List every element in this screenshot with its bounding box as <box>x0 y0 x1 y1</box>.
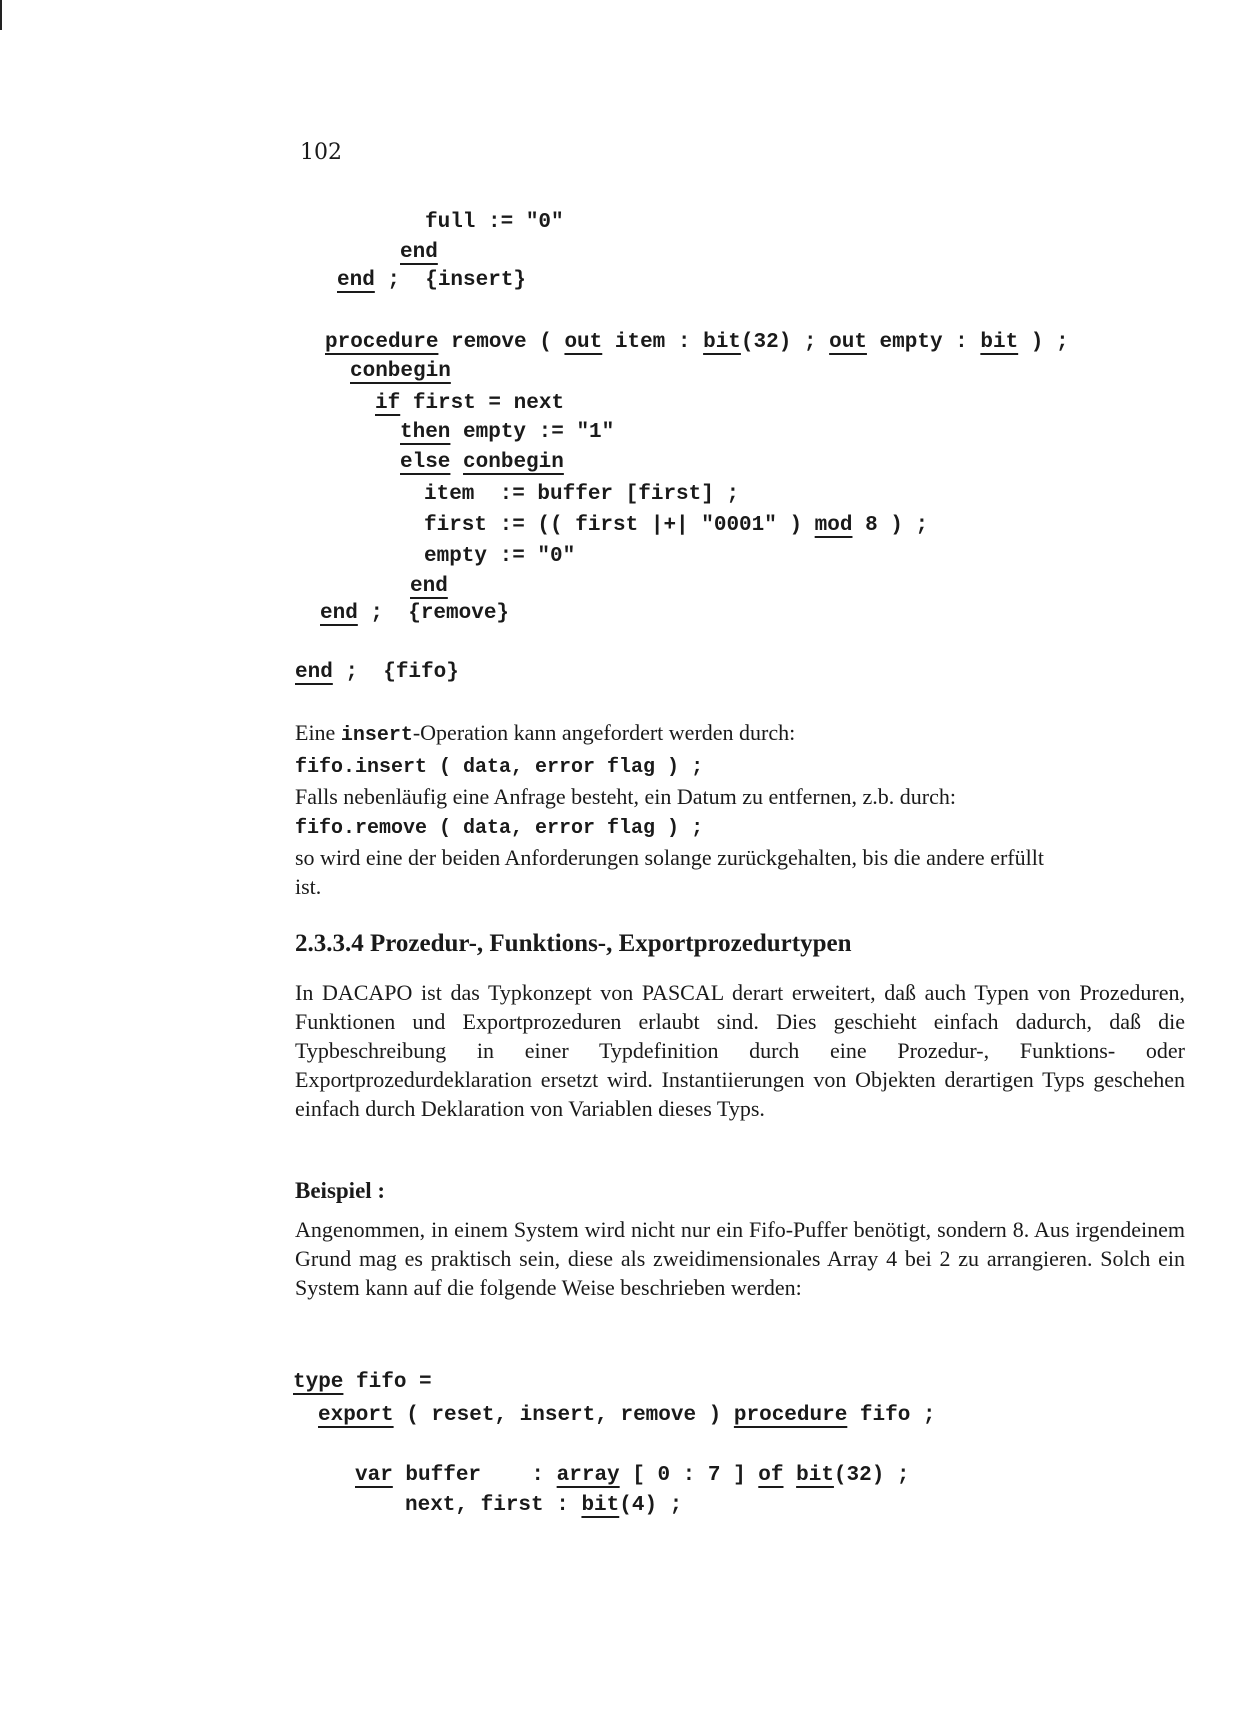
keyword: end <box>295 661 333 684</box>
keyword: var <box>355 1464 393 1487</box>
example-heading: Beispiel : <box>295 1178 386 1203</box>
inline-code: fifo.insert ( data, error flag ) ; <box>295 756 704 779</box>
code-line <box>295 662 459 683</box>
example-body <box>295 1215 1185 1302</box>
text: Falls nebenläufig eine Anfrage besteht, ein Datum zu entfernen, z.b. durch: <box>295 784 956 809</box>
code-line <box>400 422 614 443</box>
keyword: export <box>318 1404 394 1427</box>
keyword: bit <box>703 331 741 354</box>
paragraph-insert-operation <box>295 718 1185 901</box>
text: -Operation kann angefordert werden durch: <box>412 720 796 745</box>
keyword: array <box>556 1464 620 1487</box>
text: ist. <box>295 874 322 899</box>
text-line <box>295 718 1185 750</box>
code-line <box>318 1405 936 1426</box>
code-text: empty := "1" <box>450 421 615 444</box>
inline-code: fifo.remove ( data, error flag ) ; <box>295 817 704 840</box>
keyword: out <box>564 331 603 354</box>
code-line <box>325 332 1069 353</box>
code-line <box>400 242 438 263</box>
keyword: bit <box>796 1464 834 1487</box>
code-line <box>293 1372 432 1393</box>
code-line <box>400 452 564 473</box>
code-text: next, first : <box>405 1494 582 1517</box>
code-text: buffer : <box>392 1464 557 1487</box>
code-line <box>410 576 448 597</box>
text-line <box>295 811 1185 843</box>
code-line <box>424 546 575 567</box>
code-line <box>405 1495 682 1516</box>
keyword: else <box>400 451 451 474</box>
keyword: end <box>320 602 358 625</box>
scan-edge-mark <box>0 0 2 30</box>
inline-code: insert <box>340 724 413 747</box>
code-text: ; {remove} <box>357 602 510 625</box>
code-text: fifo = <box>343 1371 432 1394</box>
keyword: end <box>400 241 438 264</box>
keyword: procedure <box>733 1404 848 1427</box>
section-heading: 2.3.3.4 Prozedur-, Funktions-, Exportprozedurtypen <box>295 930 852 957</box>
code-text: empty : <box>866 331 981 354</box>
code-line <box>425 212 564 233</box>
code-text: 8 ) ; <box>852 514 929 537</box>
keyword: conbegin <box>350 360 451 383</box>
code-line <box>375 393 564 414</box>
code-line <box>337 270 526 291</box>
keyword: type <box>293 1371 344 1394</box>
code-text: ) ; <box>1018 331 1069 354</box>
code-text <box>784 1464 797 1487</box>
text-line <box>295 782 1185 811</box>
code-line <box>424 484 739 505</box>
code-text: item : <box>602 331 704 354</box>
code-text: [ 0 : 7 ] <box>619 1464 759 1487</box>
code-text: first := (( first |+| "0001" ) <box>424 514 815 537</box>
keyword: bit <box>581 1494 620 1517</box>
text-line <box>295 750 1185 782</box>
code-text: (32) ; <box>740 331 830 354</box>
paragraph: In DACAPO ist das Typkonzept von PASCAL derart erweitert, daß auch Typen von Prozeduren, Funktionen und Exportprozeduren erlaubt sind. Dies geschieht einfach dadurch, daß die Typbeschreibung in einer Typdefinition durch eine Prozedur-, Funktions- oder Exportprozedurdeklaration ersetzt wird. Instantiierungen von Objekten derartigen Typs geschehen einfach durch Deklaration von Variablen dieses Typs. <box>295 980 1185 1121</box>
keyword: of <box>758 1464 784 1487</box>
code-text: (4) ; <box>619 1494 683 1517</box>
code-text: empty := "0" <box>424 545 576 568</box>
keyword: end <box>410 575 448 598</box>
code-text: ; {fifo} <box>332 661 459 684</box>
code-text: remove ( <box>438 331 565 354</box>
keyword: conbegin <box>463 451 564 474</box>
code-line <box>350 361 451 382</box>
page-number: 102 <box>300 140 342 165</box>
code-line <box>320 603 509 624</box>
section-body <box>295 978 1185 1123</box>
code-text: full := "0" <box>425 211 564 234</box>
code-text: (32) ; <box>833 1464 910 1487</box>
keyword: end <box>337 269 375 292</box>
code-text: first = next <box>400 392 565 415</box>
text-line <box>295 872 1185 901</box>
keyword: procedure <box>325 331 439 354</box>
keyword: then <box>400 421 451 444</box>
keyword: out <box>829 331 867 354</box>
text-line <box>295 843 1185 872</box>
code-text: ; {insert} <box>374 269 527 292</box>
code-text: fifo ; <box>847 1404 936 1427</box>
code-line <box>424 515 928 536</box>
code-text: item := buffer [first] ; <box>424 483 740 506</box>
keyword: bit <box>980 331 1019 354</box>
text: so wird eine der beiden Anforderungen solange zurückgehalten, bis die andere erfüllt <box>295 845 1044 870</box>
code-text: ( reset, insert, remove ) <box>393 1404 734 1427</box>
text: Eine <box>295 720 341 745</box>
keyword: if <box>375 392 401 415</box>
keyword: mod <box>814 514 853 537</box>
code-line <box>355 1465 910 1486</box>
paragraph: Angenommen, in einem System wird nicht nur ein Fifo-Puffer benötigt, sondern 8. Aus irgendeinem Grund mag es praktisch sein, diese als zweidimensionales Array 4 bei 2 zu arrangieren. Solch ein System kann auf die folgende Weise beschrieben werden: <box>295 1217 1185 1300</box>
